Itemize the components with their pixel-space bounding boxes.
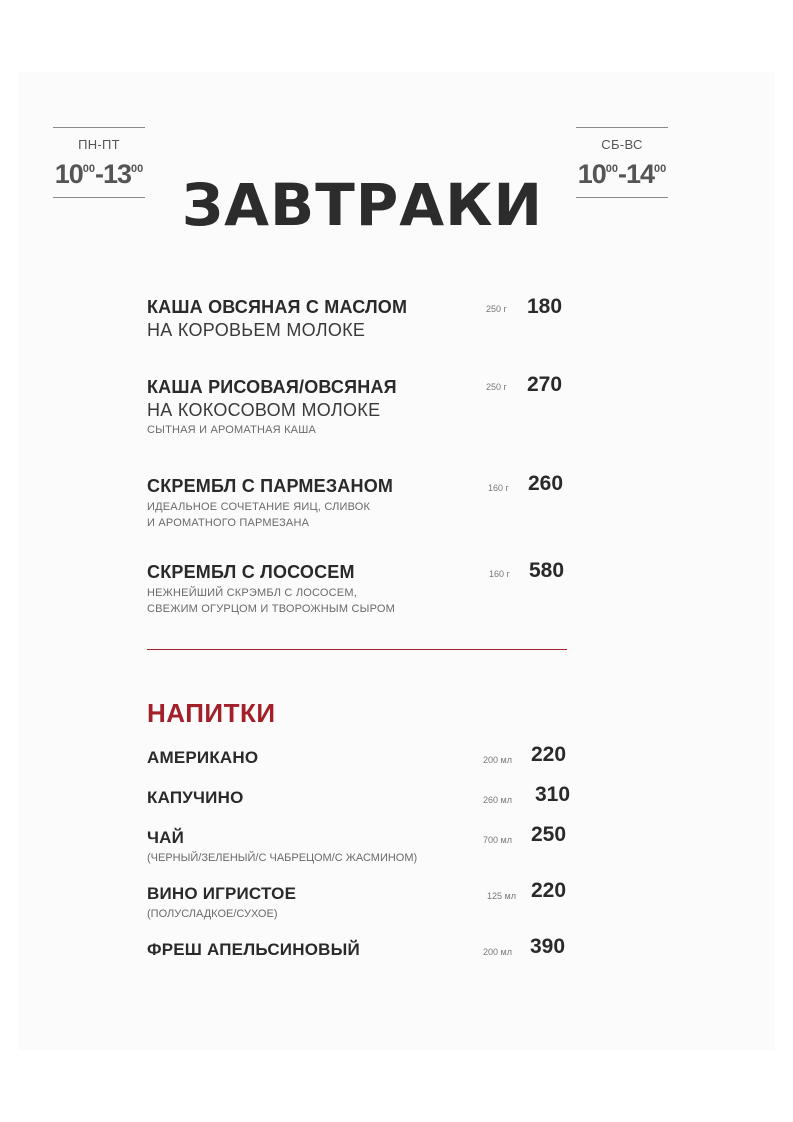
menu-item: [147, 296, 577, 342]
drink-volume: 700 мл: [483, 835, 512, 845]
page-title: ЗАВТРАКИ: [181, 171, 544, 239]
weekend-sep: -: [618, 159, 626, 189]
menu-item: [147, 472, 577, 531]
menu-item: [147, 561, 577, 617]
weekend-to: 14: [626, 159, 655, 189]
drink-volume: 260 мл: [483, 795, 512, 805]
section-divider: [147, 649, 567, 650]
item-name: КАША РИСОВАЯ/ОВСЯНАЯ: [147, 377, 397, 397]
weekday-hours: [53, 127, 145, 198]
drink-volume: 125 мл: [487, 891, 516, 901]
item-description-2: И АРОМАТНОГО ПАРМЕЗАНА: [147, 517, 310, 529]
weekday-days-label: ПН-ПТ: [78, 137, 120, 152]
item-name: СКРЕМБЛ С ЛОСОСЕМ: [147, 562, 355, 582]
weekday-to-min: 00: [131, 163, 144, 175]
item-name: СКРЕМБЛ С ПАРМЕЗАНОМ: [147, 476, 394, 496]
item-name: КАША ОВСЯНАЯ С МАСЛОМ: [147, 297, 408, 317]
item-price: 580: [529, 559, 565, 582]
drink-item: [147, 743, 577, 769]
drink-name: КАПУЧИНО: [147, 788, 244, 807]
weekday-to: 13: [103, 159, 132, 189]
drink-name: АМЕРИКАНО: [147, 748, 259, 767]
weekend-from-min: 00: [605, 163, 618, 175]
weekend-time: [576, 154, 668, 189]
drink-item: [147, 879, 577, 922]
drink-price: 220: [531, 879, 567, 902]
item-price: 260: [528, 472, 564, 495]
drink-item: [147, 783, 577, 809]
item-description: НЕЖНЕЙШИЙ СКРЭМБЛ С ЛОСОСЕМ,: [147, 587, 357, 599]
item-description: СЫТНАЯ И АРОМАТНАЯ КАША: [147, 424, 317, 436]
drink-price: 310: [535, 783, 571, 806]
item-subtitle: НА КОКОСОВОМ МОЛОКЕ: [147, 400, 381, 420]
drinks-heading: НАПИТКИ: [147, 698, 276, 728]
drink-price: 220: [531, 743, 567, 766]
item-description-2: СВЕЖИМ ОГУРЦОМ И ТВОРОЖНЫМ СЫРОМ: [147, 603, 395, 615]
item-weight: 250 г: [486, 382, 507, 392]
weekend-from: 10: [577, 159, 606, 189]
item-weight: 250 г: [486, 304, 507, 314]
drink-item: [147, 823, 577, 866]
weekend-to-min: 00: [654, 163, 667, 175]
drink-name: ВИНО ИГРИСТОЕ: [147, 884, 297, 903]
item-weight: 160 г: [489, 569, 510, 579]
item-price: 270: [527, 373, 563, 396]
weekday-from-min: 00: [82, 163, 95, 175]
drink-price: 250: [531, 823, 567, 846]
item-price: 180: [527, 295, 563, 318]
item-description: ИДЕАЛЬНОЕ СОЧЕТАНИЕ ЯИЦ, СЛИВОК: [147, 501, 371, 513]
weekday-sep: -: [95, 159, 103, 189]
weekday-from: 10: [54, 159, 83, 189]
weekend-hours: [576, 127, 668, 198]
drink-name: ФРЕШ АПЕЛЬСИНОВЫЙ: [147, 940, 360, 959]
weekday-time: [53, 154, 145, 189]
item-weight: 160 г: [488, 483, 509, 493]
drink-description: (ЧЕРНЫЙ/ЗЕЛЕНЫЙ/С ЧАБРЕЦОМ/С ЖАСМИНОМ): [147, 852, 418, 864]
drink-volume: 200 мл: [483, 947, 512, 957]
weekend-days-label: СБ-ВС: [601, 137, 643, 152]
drink-name: ЧАЙ: [147, 828, 185, 847]
drink-price: 390: [530, 935, 566, 958]
menu-item: [147, 373, 577, 438]
drink-volume: 200 мл: [483, 755, 512, 765]
drink-description: (ПОЛУСЛАДКОЕ/СУХОЕ): [147, 908, 278, 920]
drink-item: [147, 935, 577, 961]
item-subtitle: НА КОРОВЬЕМ МОЛОКЕ: [147, 320, 366, 340]
